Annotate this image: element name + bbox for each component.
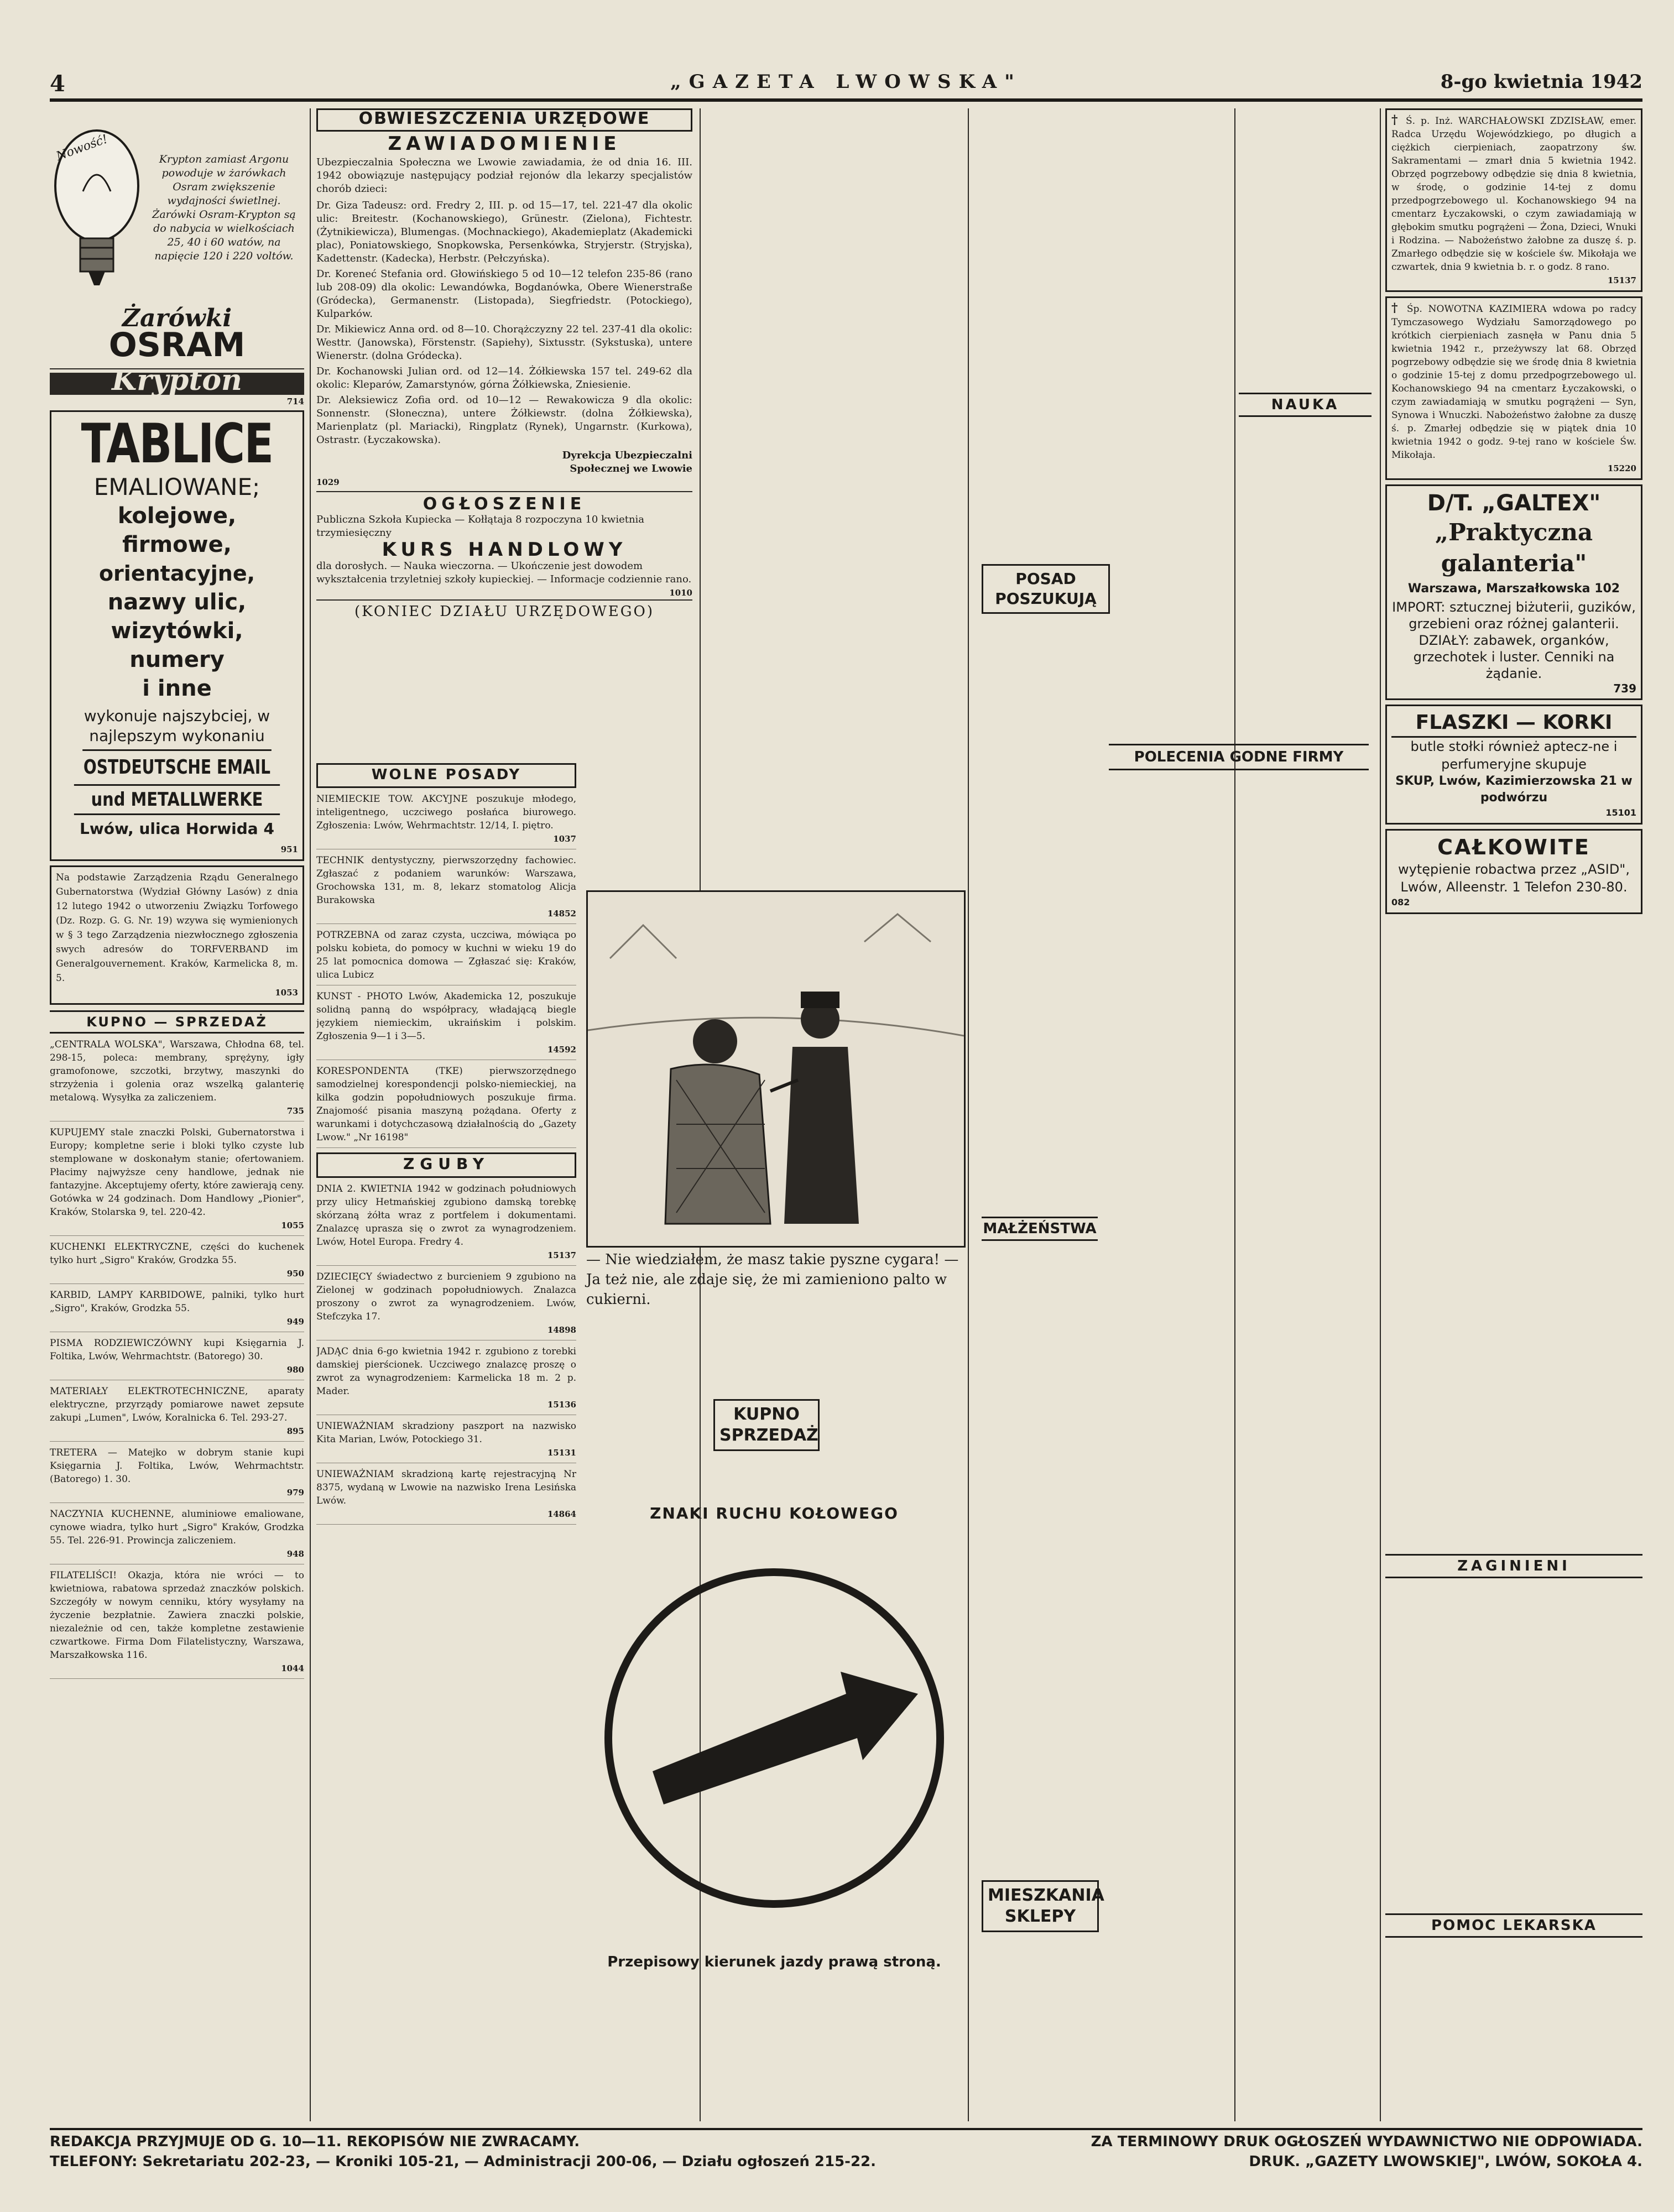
calkowite-text: wytępienie robactwa przez „ASID", Lwów, Alleenstr. 1 Telefon 230-80. — [1398, 862, 1630, 895]
cartoon-caption: — Nie wiedziałem, że masz takie pyszne cygara! — Ja też nie, ale zdaje się, że mi zamieniono palto w cukierni. — [586, 1251, 959, 1308]
kupno-item-num: 1055 — [281, 1220, 304, 1230]
tablice-title: TABLICE — [81, 413, 273, 476]
wolne-posady-title: WOLNE POSADY — [371, 766, 522, 783]
column-divider — [1380, 108, 1381, 2121]
osram-ad — [50, 108, 304, 369]
osram-brand-2: OSRAM — [108, 326, 246, 364]
obit-2-num: 15220 — [1607, 463, 1636, 473]
zguby-box — [316, 1152, 576, 1178]
doctor-entry: Dr. Kochanowski Julian ord. od 12—14. Żółkiewska 157 tel. 249-62 dla okolic: Kleparów, Zamarstynów, górna Żółkiewska, Zniesienie. — [316, 366, 692, 390]
doctor-entry: Dr. Mikiewicz Anna ord. od 8—10. Chorążczyzny 22 tel. 237-41 dla okolic: Westtr. (Janowska), Förstenstr. (Sapiehy), Sixtusstr. (Sykstuska), untere Wienerstr. (dolna Gródecka). — [316, 324, 692, 362]
galtex-slogan: „Praktyczna galanteria" — [1435, 519, 1593, 577]
koniec-label: (KONIEC DZIAŁU URZĘDOWEGO) — [354, 603, 655, 620]
pomoc-title: POMOC LEKARSKA — [1385, 1913, 1642, 1938]
list-item — [316, 990, 576, 1060]
galtex-address: Warszawa, Marszałkowska 102 — [1407, 582, 1620, 596]
column-right — [1385, 108, 1642, 1391]
page-header — [50, 66, 1642, 100]
tablice-line-4: wizytówki, — [111, 618, 243, 644]
znaki-title: ZNAKI RUCHU KOŁOWEGO — [650, 1504, 899, 1522]
polecenia-title: POLECENIA GODNE FIRMY — [1109, 744, 1369, 770]
footer-rule — [50, 2128, 1642, 2130]
flaszki-num: 15101 — [1605, 807, 1636, 818]
kurs-num: 1010 — [316, 586, 692, 601]
kupno-item-text: KUCHENKI ELEKTRYCZNE, części do kuchenek tylko hurt „Sigro" Kraków, Grodzka 55. — [50, 1241, 304, 1266]
tablice-line-0: kolejowe, — [117, 503, 237, 529]
header-rule — [50, 98, 1642, 102]
tablice-firm-2: und METALLWERKE — [74, 784, 280, 815]
torf-text: Na podstawie Zarządzenia Rządu Generalnego Gubernatorstwa (Wydział Główny Lasów) z dnia 12 lutego 1942 o utworzeniu Związku Torfowego (Dz. Rozp. G. G. Nr. 19) wzywa się wymienionych w § 3 tego Zarządzenia niezwłocznego zgłoszenia swych adresów do TORFVERBAND im Generalgouvernement. Kraków, Karmelicka 8, m. 5. — [56, 872, 298, 984]
posad-box — [982, 564, 1110, 614]
torf-num: 1053 — [275, 988, 298, 998]
bulb-illustration — [50, 125, 144, 291]
kupno-box — [713, 1399, 820, 1451]
footer-right-2: DRUK. „GAZETY LWOWSKIEJ", LWÓW, SOKOŁA 4. — [1249, 2153, 1642, 2170]
footer-right-1: ZA TERMINOWY DRUK OGŁOSZEŃ WYDAWNICTWO NIE ODPOWIADA. — [1091, 2133, 1642, 2150]
kupno-item-num: 949 — [286, 1317, 304, 1327]
osram-new-label: Nowość! — [54, 132, 110, 164]
galtex-ad — [1385, 484, 1642, 700]
kurs-text: dla dorosłych. — Nauka wieczorna. — Ukończenie jest dowodem wykształcenia trzyletniej szkoły kupieckiej. — Informacje codziennie rano. — [316, 560, 692, 585]
posad-box-title: POSAD POSZUKUJĄ — [995, 570, 1097, 608]
list-item — [50, 1507, 304, 1564]
list-item — [316, 1420, 576, 1463]
osram-text: Krypton zamiast Argonu powoduje w żarówkach Osram zwiększenie wydajności świetlnej. Żarówki Osram-Krypton są do nabycia w wielkościach 25, 40 i 60 watów, na napięcie 120 i 220 voltów. — [152, 153, 296, 262]
list-item — [50, 1126, 304, 1236]
tablice-line-1: firmowe, — [122, 532, 232, 557]
ad-text: JADĄC dnia 6-go kwietnia 1942 r. zgubiono z torebki damskiej pierścionek. Uczciwego znalazcę proszę o zwrot za wynagrodzeniem: Karmelicka 18 m. 2 p. Mader. — [316, 1346, 576, 1397]
list-item — [50, 1446, 304, 1503]
calkowite-ad — [1385, 829, 1642, 914]
ad-num: 14898 — [547, 1325, 576, 1335]
ad-text: UNIEWAŻNIAM skradzioną kartę rejestracyjną Nr 8375, wydaną w Lwowie na nazwisko Irena Lesińska Lwów. — [316, 1469, 576, 1506]
torfverband-notice — [50, 865, 304, 1005]
ad-text: DZIECIĘCY świadectwo z burcieniem 9 zgubiono na Zielonej w godzinach popołudniowych. Znalazca proszony o zwrot za wynagrodzeniem. Lwów, Stefczyka 17. — [316, 1271, 576, 1322]
ad-text: DNIA 2. KWIETNIA 1942 w godzinach południowych przy ulicy Hetmańskiej zgubiono damską torebkę skórzaną żółta wraz z portfelem i dokumentami. Znalazcę uprasza się o zwrot za wynagrodzeniem. Lwów, Hotel Europa. Fredry 4. — [316, 1183, 576, 1248]
ad-text: KORESPONDENTA (TKE) pierwszorzędnego samodzielnej korespondencji polsko-niemieckiej, na kilka godzin popołudniowych poszukuje firma. Znajomość pisania maszyną pożądana. Oferty z warunkami i dotychczasową działalnością do „Gazety Lwow." „Nr 16198" — [316, 1066, 576, 1143]
list-item — [316, 928, 576, 985]
tablice-firm-1: OSTDEUTSCHE EMAIL — [82, 749, 272, 784]
flaszki-ad — [1385, 705, 1642, 825]
ad-num: 15131 — [547, 1448, 576, 1458]
kupno-item-text: KARBID, LAMPY KARBIDOWE, palniki, tylko hurt „Sigro", Kraków, Grodzka 55. — [50, 1290, 304, 1314]
kupno-item-num: 950 — [286, 1269, 304, 1279]
column-official — [316, 108, 692, 733]
ad-num: 15136 — [547, 1400, 576, 1410]
issue-date: 8-go kwietnia 1942 — [1440, 71, 1642, 93]
znaki-caption: Przepisowy kierunek jazdy prawą stroną. — [607, 1954, 941, 1970]
list-item — [316, 1065, 576, 1148]
list-item — [50, 1038, 304, 1121]
osram-brand-3: Krypton — [112, 363, 242, 397]
zawiadomienie-text: Ubezpieczalnia Społeczna we Lwowie zawiadamia, że od dnia 16. III. 1942 obowiązuje następujący podział rejonów dla lekarzy specjalistów chorób dzieci: — [316, 156, 692, 195]
masthead: „GAZETA LWOWSKA" — [670, 71, 1022, 93]
column-left — [50, 108, 304, 2121]
list-item — [316, 1345, 576, 1415]
list-item — [50, 1569, 304, 1679]
tablice-text: wykonuje najszybciej, w najlepszym wykonaniu — [84, 707, 270, 745]
kupno-section-title: KUPNO — SPRZEDAŻ — [50, 1010, 304, 1034]
zaginieni-title: ZAGINIENI — [1385, 1554, 1642, 1578]
ad-text: UNIEWAŻNIAM skradziony paszport na nazwisko Kita Marian, Lwów, Potockiego 31. — [316, 1421, 576, 1445]
doctor-entry: Dr. Koreneć Stefania ord. Głowińskiego 5 od 10—12 telefon 235-86 (rano lub 208-09) dla okolic: Lewandówka, Bogdanówka, Obere Wienerstraße (Gródecka), Germanenstr. (Listopada), Siegfriedstr. (Potockiego), Kulparków. — [316, 268, 692, 320]
flaszki-title: FLASZKI — KORKI — [1391, 709, 1636, 738]
galtex-name: D/T. „GALTEX" — [1427, 491, 1601, 516]
obwieszczenia-title: OBWIESZCZENIA URZĘDOWE — [358, 109, 650, 128]
malzenstwa-title: MAŁŻEŃSTWA — [982, 1217, 1098, 1241]
cartoon-illustration — [586, 890, 966, 1248]
galtex-dzialy: DZIAŁY: zabawek, organków, grzechotek i luster. Cenniki na żądanie. — [1413, 633, 1615, 681]
page-number: 4 — [50, 71, 65, 97]
list-item — [316, 854, 576, 924]
tablice-line-3: nazwy ulic, — [107, 589, 247, 615]
obit-1-text: Ś. p. Inż. WARCHAŁOWSKI ZDZISŁAW, emer. Radca Urzędu Wojewódzkiego, po długich a ciężkich cierpieniach, zaopatrzony św. Sakramentami — zmarł dnia 5 kwietnia 1942. Obrzęd pogrzebowy odbędzie się dnia 8 kwietnia, w środę, o godzinie 14-tej z domu przedpogrzebowego ul. Kochanowskiego 94 na cmentarz Łyczakowski, o czym zawiadamiają w głębokim smutku pogrążeni — Żona, Dzieci, Wnuki i Rodzina. — Nabożeństwo żałobne za duszę ś. p. Zmarłego odbędzie się w kościele św. Mikołaja we czwartek, dnia 9 kwietnia b. r. o godz. 8 rano. — [1391, 116, 1637, 273]
ad-num: 14592 — [547, 1045, 576, 1055]
tablice-address: Lwów, ulica Horwida 4 — [80, 820, 274, 838]
doctor-entry: Dr. Giza Tadeusz: ord. Fredry 2, III. p. od 15—17, tel. 221-47 dla okolic ulic: Breitestr. (Kochanowskiego), Grünestr. (Zielona), Fichtestr. (Żytnikiewicza), Blumengas. (Mochnackiego), Akademieplatz (Akademicki plac), Poniatowskiego, Snopkowska, Persenkówka, Stryjerstr. (Stryjska), Kadettenstr. (Kadecka), Herbstr. (Pełczyńska). — [316, 200, 692, 264]
list-item — [50, 1288, 304, 1332]
ad-text: KUNST - PHOTO Lwów, Akademicka 12, poszukuje solidną panną do współpracy, władającą biegle językiem niemieckim, ukraińskim i polskim. Zgłoszenia 9—1 i 3—5. — [316, 991, 576, 1042]
tablice-ad — [50, 410, 304, 861]
calkowite-num: 082 — [1391, 897, 1410, 907]
cartoon-drawing — [588, 892, 964, 1246]
list-item — [50, 1240, 304, 1284]
obit-2-text: Śp. NOWOTNA KAZIMIERA wdowa po radcy Tymczasowego Wydziału Samorządowego po krótkich cierpieniach zasnęła w Panu dnia 5 kwietnia 1942 r., przeżywszy lat 68. Obrzęd pogrzebowy odbędzie się we środę dnia 8 kwietnia o godzinie 15-tej z domu przedpogrzebowego ul. Kochanowskiego 94 na cmentarz Łyczakowski, o czym zawiadamiają w smutku pogrążeni — Syn, Synowa i Wnuczki. Nabożeństwo żałobne za duszę ś. p. Zmarłej odbędzie się w piątek dnia 10 kwietnia 1942 o godz. 9-tej rano w kościele Św. Mikołaja. — [1391, 304, 1636, 461]
tablice-line-2: orientacyjne, — [98, 561, 255, 586]
kurs-title: KURS HANDLOWY — [382, 539, 627, 561]
obwieszczenia-box — [316, 108, 692, 132]
column-ads-a — [316, 763, 576, 2118]
zawiadomienie-title: ZAWIADOMIENIE — [388, 133, 621, 155]
ad-text: TECHNIK dentystyczny, pierwszorzędny fachowiec. Zgłaszać z podaniem warunków: Warszawa, Grochowska 131, m. 8, lekarz stomatolog Alicja Burakowska — [316, 855, 576, 906]
kupno-box-title: KUPNO SPRZEDAŻ — [719, 1405, 818, 1445]
kupno-item-num: 980 — [286, 1365, 304, 1375]
obituary-2 — [1385, 296, 1642, 480]
kupno-item-text: „CENTRALA WOLSKA", Warszawa, Chłodna 68, tel. 298-15, poleca: membrany, sprężyny, igły gramofonowe, szczotki, brzytwy, maszynki do strzyżenia i golenia oraz wszelką galanterię metalową. Wysyłka za zaliczeniem. — [50, 1039, 304, 1103]
dyrekcja-signature: Dyrekcja Ubezpieczalni Społecznej we Lwowie — [562, 450, 692, 474]
kupno-item-num: 979 — [286, 1488, 304, 1498]
tablice-num: 951 — [280, 844, 298, 854]
footer-left-2: TELEFONY: Sekretariatu 202-23, — Kroniki 105-21, — Administracji 200-06, — Działu ogłoszeń 215-22. — [50, 2153, 877, 2170]
ogloszenie-title: OGŁOSZENIE — [423, 494, 586, 514]
column-divider — [310, 108, 311, 2121]
list-item — [50, 1385, 304, 1442]
ad-num: 1037 — [553, 834, 576, 844]
kupno-item-text: TRETERA — Matejko w dobrym stanie kupi Księgarnia J. Foltika, Lwów, Wehrmachtstr. (Batorego) 1. 30. — [50, 1447, 304, 1485]
wolne-posady-box — [316, 763, 576, 788]
mieszkania-box — [982, 1880, 1104, 1932]
doctor-entry: Dr. Aleksiewicz Zofia ord. od 10—12 — Rewakowicza 9 dla okolic: Sonnenstr. (Słoneczna), untere Żółkiewstr. (dolna Żółkiewska), Marienplatz (pl. Mariacki), Ringplatz (Rynek), Ungarnstr. (Kurkowa), Ostrastr. (Łyczakowska). — [316, 394, 692, 446]
kupno-item-text: FILATELIŚCI! Okazja, która nie wróci — to kwietniowa, rabatowa sprzedaż znaczków polskich. Szczegóły w nowym cenniku, który wysyłamy na życzenie bezpłatnie. Zawiera znaczki polskie, niezależnie od cen, także kompletne zestawienie czwartkowe. Firma Dom Filatelistyczny, Warszawa, Marszałkowska 116. — [50, 1570, 304, 1661]
galtex-import: IMPORT: sztucznej biżuterii, guzików, grzebieni oraz różnej galanterii. — [1392, 599, 1636, 632]
ad-num: 14852 — [547, 909, 576, 919]
traffic-sign-ad — [586, 1493, 962, 2101]
list-item — [50, 1337, 304, 1380]
column-divider — [1234, 108, 1235, 2121]
kupno-item-text: KUPUJEMY stale znaczki Polski, Gubernatorstwa i Europy; kompletne serie i bloki tylko czyste lub stemplowane w doskonałym stanie; ofertowaniem. Płacimy najwyższe ceny handlowe, jednak nie fantazyjne. Akceptujemy oferty, które zawierają ceny. Gotówka w 24 godzinach. Dom Handlowy „Pionier", Kraków, Stolarska 9, tel. 220-42. — [50, 1127, 304, 1218]
zguby-title: ZGUBY — [403, 1155, 490, 1173]
flaszki-text: butle stołki również aptecz-ne i perfumeryjne skupuje — [1410, 739, 1618, 772]
calkowite-title: CAŁKOWITE — [1437, 835, 1590, 859]
ad-text: NIEMIECKIE TOW. AKCYJNE poszukuje młodego, inteligentnego, uczciwego posłańca biurowego. Zgłoszenia: Lwów, Wehrmachtstr. 12/14, I. piętro. — [316, 794, 576, 831]
tablice-subtitle: EMALIOWANE; — [93, 473, 260, 500]
obit-1-num: 15137 — [1607, 275, 1636, 285]
ad-text: POTRZEBNA od zaraz czysta, uczciwa, mówiąca po polsku kobieta, do pomocy w kuchni w wieku 19 do 25 lat pomocnica domowa — Zgłaszać się: Kraków, ulica Lubicz — [316, 930, 576, 980]
osram-brand-3-box — [50, 363, 304, 397]
footer-left-1: REDAKCJA PRZYJMUJE OD G. 10—11. REKOPISÓW NIE ZWRACAMY. — [50, 2133, 580, 2150]
obituary-1 — [1385, 108, 1642, 292]
list-item — [316, 1182, 576, 1266]
kupno-item-text: PISMA RODZIEWICZÓWNY kupi Księgarnia J. Foltika, Lwów, Wehrmachtstr. (Batorego) 30. — [50, 1338, 304, 1362]
kupno-item-num: 895 — [286, 1426, 304, 1436]
nauka-title: NAUKA — [1239, 393, 1371, 417]
arrow-sign-icon — [586, 1528, 962, 1948]
kupno-item-num: 948 — [286, 1549, 304, 1559]
kupno-item-num: 735 — [286, 1106, 304, 1116]
column-divider — [968, 108, 969, 2121]
osram-brand-1: Żarówki — [122, 304, 232, 332]
cross-icon: † — [1391, 113, 1401, 127]
flaszki-address: SKUP, Lwów, Kazimierzowska 21 w podwórzu — [1395, 774, 1633, 805]
galtex-num: 739 — [1613, 682, 1636, 695]
ad-num: 14864 — [547, 1509, 576, 1519]
ad-num: 15137 — [547, 1250, 576, 1260]
tablice-line-5: numery — [129, 647, 225, 672]
osram-num: 714 — [286, 397, 304, 406]
kupno-item-text: MATERIAŁY ELEKTROTECHNICZNE, aparaty elektryczne, przyrządy pomiarowe nawet zepsute zakupi „Lumen", Lwów, Koralnicka 6. Tel. 293-27. — [50, 1386, 304, 1423]
kupno-item-num: 1044 — [281, 1663, 304, 1673]
zawiadomienie-num: 1029 — [316, 476, 692, 492]
kupno-item-text: NACZYNIA KUCHENNE, aluminiowe emaliowane, cynowe wiadra, tylko hurt „Sigro" Kraków, Grodzka 55. Tel. 226-91. Prowincja zaliczeniem. — [50, 1509, 304, 1546]
cross-icon: † — [1391, 301, 1401, 315]
mieszkania-box-title: MIESZKANIA SKLEPY — [988, 1886, 1104, 1926]
list-item — [316, 1468, 576, 1525]
list-item — [316, 792, 576, 849]
list-item — [316, 1270, 576, 1340]
tablice-line-6: i inne — [142, 676, 212, 701]
ogloszenie-text: Publiczna Szkoła Kupiecka — Kołłątaja 8 rozpoczyna 10 kwietnia trzymiesięczny — [316, 514, 645, 539]
